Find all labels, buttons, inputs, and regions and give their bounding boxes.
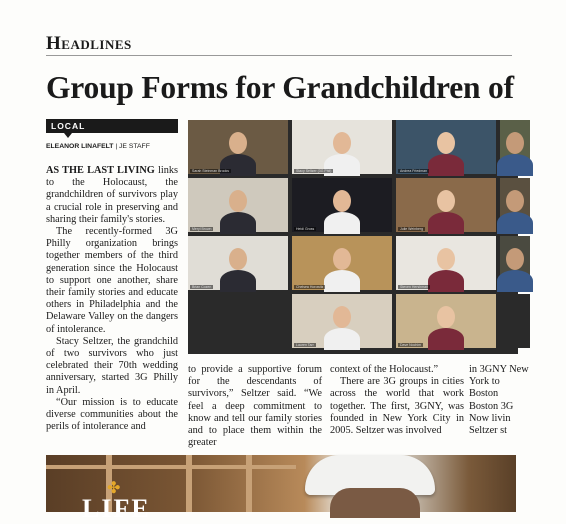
participant-head: [437, 132, 455, 154]
video-tile: [396, 236, 496, 290]
participant-body: [428, 270, 464, 292]
participant-name: Stacy Seltzer (3G Phil): [296, 169, 332, 173]
participant-head: [229, 190, 247, 212]
participant-head: [229, 132, 247, 154]
participant-body: [220, 270, 256, 292]
byline: [46, 143, 186, 150]
paragraph: to provide a supportive forum for the descendants of survivors,” Seltzer said. “We feel a deep commitment to know and tell our family stories and to place them within the greater: [188, 364, 322, 449]
participant-name: Sarah Steinman Brooks: [192, 169, 229, 173]
participant-head: [506, 132, 524, 154]
participant-name: Meryl Brown: [192, 227, 212, 231]
section-rule: [46, 55, 512, 56]
lead-text: links to the Holocaust, the grandchildren of survivors play a crucial role in preserving and sharing their family's stories.: [46, 165, 178, 225]
zoom-meeting-photo: [188, 120, 518, 354]
participant-body: [497, 212, 533, 234]
logo-text: LIFE: [82, 494, 151, 523]
participant-name: Brian Cozen: [192, 285, 212, 289]
wood-beam: [46, 465, 296, 469]
participant-body: [428, 328, 464, 350]
participant-head: [437, 248, 455, 270]
participant-name: Dave Nochim: [400, 343, 422, 347]
participant-head: [333, 190, 351, 212]
video-tile: [188, 120, 288, 174]
article-column-3: [330, 364, 464, 437]
video-tile: [500, 236, 530, 290]
video-tile: [292, 294, 392, 348]
video-tile: [500, 294, 530, 348]
participant-body: [324, 270, 360, 292]
wood-beam: [246, 455, 252, 512]
participant-name: Heidi Gross: [296, 227, 315, 231]
video-tile: [396, 120, 496, 174]
paragraph: in 3GNY New York to Boston Boston 3G Now livin Seltzer st: [469, 364, 529, 437]
article-column-4: [469, 364, 529, 437]
participant-head: [333, 306, 351, 328]
wood-beam: [186, 455, 192, 512]
participant-name: Andrea Friedman: [400, 169, 428, 173]
article-column-2: [188, 364, 322, 449]
participant-head: [333, 132, 351, 154]
video-tile: [188, 178, 288, 232]
leaf-logo-icon: ✤: [107, 480, 121, 497]
paragraph: Stacy Seltzer, the grandchild of two survivors who just celebrated their 70th wedding anniversary, started 3G Philly in April.: [46, 335, 178, 396]
headline: Group Forms for Grandchildren of: [46, 70, 514, 105]
participant-name: Lauren Tarr: [296, 343, 314, 347]
participant-head: [333, 248, 351, 270]
participant-body: [324, 212, 360, 234]
participant-body: [428, 212, 464, 234]
byline-role: | JE STAFF: [113, 143, 150, 150]
paragraph: context of the Holocaust.”: [330, 364, 439, 375]
participant-name: Chelsea Horowitz: [296, 285, 324, 289]
video-tile: [188, 236, 288, 290]
participant-name: Steven Hershman: [400, 285, 429, 289]
participant-body: [428, 154, 464, 176]
video-tile: [500, 178, 530, 232]
kicker-label: LOCAL: [46, 119, 178, 133]
article-column-1: [46, 165, 178, 433]
participant-head: [437, 306, 455, 328]
participant-body: [220, 212, 256, 234]
lead-paragraph: [46, 165, 178, 226]
participant-head: [229, 248, 247, 270]
byline-name: ELEANOR LINAFELT: [46, 143, 114, 150]
lead-caps: AS THE LAST LIVING: [46, 165, 155, 176]
video-tile: [292, 120, 392, 174]
participant-head: [506, 190, 524, 212]
kicker-notch: [64, 133, 72, 138]
paragraph: The recently-formed 3G Philly organization brings together members of the third generation since the Holocaust to support one another, share their family stories and educate others in Philadelphia and the Delaware Valley on the dangers of intolerance.: [46, 226, 178, 335]
participant-body: [497, 270, 533, 292]
participant-body: [324, 328, 360, 350]
participant-head: [437, 190, 455, 212]
participant-name: Julie Weinberg: [400, 227, 424, 231]
participant-head: [506, 248, 524, 270]
video-tile: [188, 294, 288, 348]
participant-body: [497, 154, 533, 176]
video-tile: [396, 178, 496, 232]
video-tile: [292, 236, 392, 290]
video-tile: [292, 178, 392, 232]
video-tile: [500, 120, 530, 174]
worker-face: [330, 488, 420, 518]
paragraph: There are 3G groups in cities across the world that work together. The first, 3GNY, was founded in New York City in 2005. Seltzer was involved: [330, 376, 464, 437]
section-header: Headlines: [46, 33, 132, 54]
paragraph: “Our mission is to educate diverse communities about the perils of intolerance and: [46, 396, 178, 433]
video-tile: [396, 294, 496, 348]
